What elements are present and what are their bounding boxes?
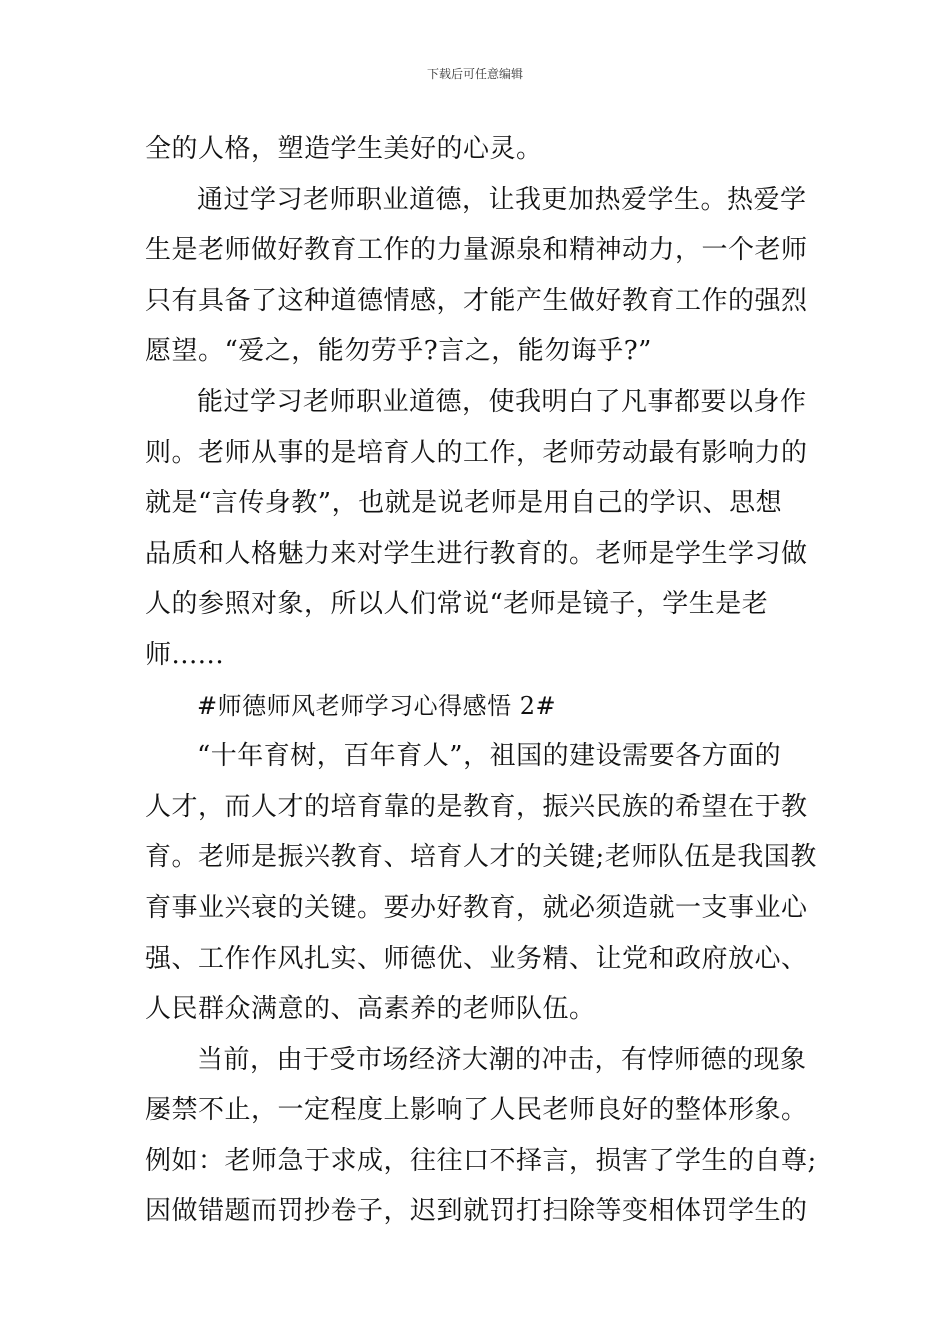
text-line: 人的参照对象，所以人们常说“老师是镜子，学生是老 (145, 589, 769, 620)
text-line: 生是老师做好教育工作的力量源泉和精神动力，一个老师 (145, 235, 808, 266)
text-line: 强、工作作风扎实、师德优、业务精、让党和政府放心、 (145, 943, 808, 974)
body-text (145, 124, 817, 1237)
text-line: 育事业兴衰的关键。要办好教育，就必须造就一支事业心 (145, 892, 808, 923)
text-line: 愿望。“爱之，能勿劳乎?言之，能勿诲乎?” (145, 336, 652, 367)
section-heading: #师德师风老师学习心得感悟 2# (197, 691, 557, 720)
text-line: 因做错题而罚抄卷子，迟到就罚打扫除等变相体罚学生的 (145, 1196, 808, 1227)
text-line: 能过学习老师职业道德，使我明白了凡事都要以身作 (197, 386, 807, 417)
text-line: 通过学习老师职业道德，让我更加热爱学生。热爱学 (197, 184, 807, 215)
text-line: 例如：老师急于求成，往往口不择言，损害了学生的自尊; (145, 1145, 817, 1176)
text-line: 当前，由于受市场经济大潮的冲击，有悖师德的现象 (197, 1044, 807, 1075)
page-header: 下载后可任意编辑 (426, 67, 523, 81)
text-line: 育。老师是振兴教育、培育人才的关键;老师队伍是我国教 (145, 842, 817, 873)
text-line: 只有具备了这种道德情感，才能产生做好教育工作的强烈 (145, 285, 808, 316)
text-line: “十年育树，百年育人”，祖国的建设需要各方面的 (197, 741, 782, 772)
text-line: 人才，而人才的培育靠的是教育，振兴民族的希望在于教 (145, 791, 808, 822)
text-line: 则。老师从事的是培育人的工作，老师劳动最有影响力的 (145, 437, 808, 468)
text-line: 屡禁不止，一定程度上影响了人民老师良好的整体形象。 (145, 1095, 808, 1126)
text-line: 全的人格，塑造学生美好的心灵。 (145, 134, 543, 164)
text-line: 就是“言传身教”，也就是说老师是用自己的学识、思想 (145, 488, 783, 519)
text-line: 人民群众满意的、高素养的老师队伍。 (145, 994, 596, 1025)
text-line: 品质和人格魅力来对学生进行教育的。老师是学生学习做 (145, 538, 808, 569)
text-line: 师...... (145, 639, 225, 670)
